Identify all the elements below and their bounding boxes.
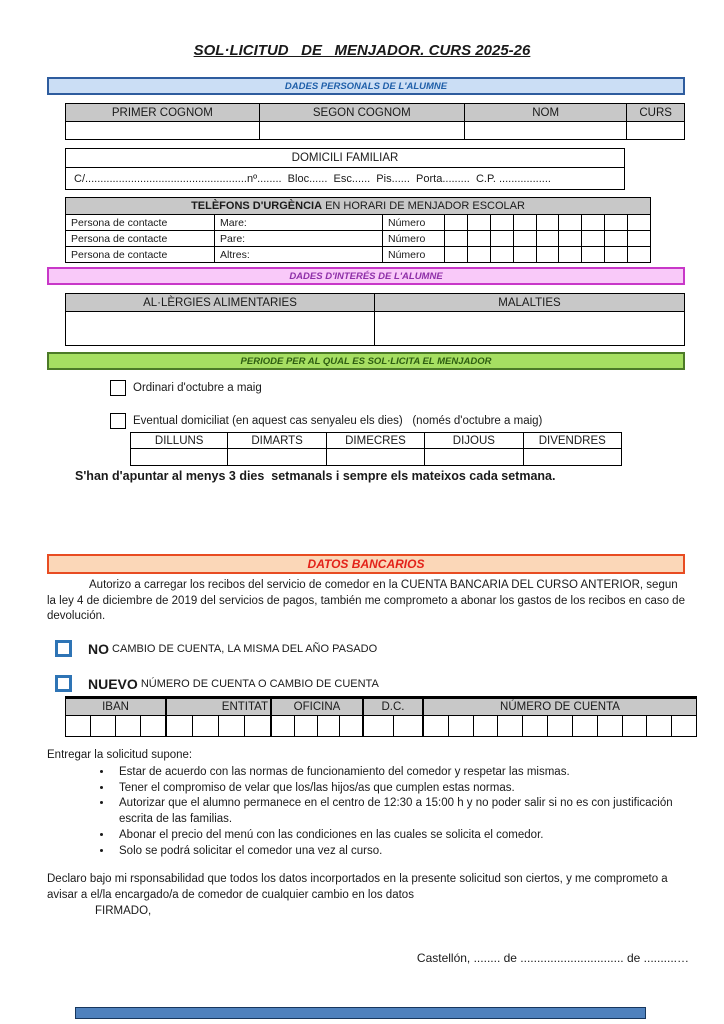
cuenta-digit-cell[interactable]	[424, 716, 449, 737]
phone-digit-cell[interactable]	[445, 231, 468, 247]
emergency-phones-table	[65, 197, 651, 263]
dc-digit-cells	[364, 716, 422, 737]
option-no-bold: NO	[88, 640, 109, 657]
page-title: SOL·LICITUD DE MENJADOR. CURS 2025-26	[193, 42, 531, 59]
phone-digit-cell[interactable]	[628, 231, 651, 247]
day-header-dimecres: DIMECRES	[327, 432, 425, 449]
option-eventual-label: Eventual domiciliat (en aquest cas senyaleu els dies) (només d'octubre a maig)	[133, 415, 543, 427]
footer-section-bar	[75, 1007, 646, 1019]
bank-authorization-paragraph: Autorizo a carregar los recibos del servicio de comedor en la CUENTA BANCARIA DEL CURSO ANTERIOR, segun la ley 4 de diciembre de 2019 del servicios de pagos, también me comprometo a abonar los gastos de los recibos en caso de devolución.	[47, 579, 685, 622]
iban-group	[65, 698, 165, 737]
phone-digit-cell[interactable]	[537, 231, 560, 247]
input-nom[interactable]	[465, 122, 627, 140]
day-input-dilluns[interactable]	[130, 449, 228, 466]
entitat-group	[165, 698, 270, 737]
phone-digit-cell[interactable]	[559, 247, 582, 263]
cuenta-digit-cell[interactable]	[598, 716, 623, 737]
signature-date-line[interactable]: Castellón, ........ de ............................... de ..........…	[416, 951, 689, 965]
option-no-rest: CAMBIO DE CUENTA, LA MISMA DEL AÑO PASADO	[109, 642, 378, 655]
phone-digit-cell[interactable]	[628, 247, 651, 263]
oficina-group-label: OFICINA	[272, 698, 362, 716]
phone-digit-cell[interactable]	[468, 215, 491, 231]
col-header-nom: NOM	[465, 103, 627, 122]
phone-digit-cell[interactable]	[537, 247, 560, 263]
input-curs[interactable]	[627, 122, 685, 140]
phone-contact-pare[interactable]: Pare:	[215, 231, 383, 247]
phones-header-bold: TELÈFONS D'URGÈNCIA	[191, 200, 323, 212]
firmado-label: FIRMADO,	[95, 905, 152, 917]
col-header-primer-cognom: PRIMER COGNOM	[65, 103, 260, 122]
dc-group-label: D.C.	[364, 698, 422, 716]
phone-digit-cell[interactable]	[559, 215, 582, 231]
cuenta-digit-cell[interactable]	[548, 716, 573, 737]
phone-digit-cell[interactable]	[468, 231, 491, 247]
iban-digit-cell[interactable]	[66, 716, 91, 737]
checkbox-eventual[interactable]	[110, 413, 126, 429]
option-new-rest: NÚMERO DE CUENTA O CAMBIO DE CUENTA	[137, 677, 379, 690]
cuenta-digit-cell[interactable]	[573, 716, 598, 737]
conditions-block	[47, 748, 691, 860]
condition-item: • Tener el compromiso de velar que los/las hijos/as que cumplen estas normas.	[113, 781, 691, 797]
input-allergies[interactable]	[65, 312, 375, 346]
option-nuevo-numero	[55, 675, 379, 692]
cuenta-digit-cell[interactable]	[498, 716, 523, 737]
phone-digit-cell[interactable]	[628, 215, 651, 231]
domicili-header: DOMICILI FAMILIAR	[66, 149, 624, 168]
domicili-box	[65, 148, 625, 190]
phone-numero-label: Número	[383, 215, 445, 231]
oficina-digit-cells	[272, 716, 362, 737]
option-ordinari	[110, 380, 262, 396]
day-input-dijous[interactable]	[425, 449, 523, 466]
oficina-digit-cell[interactable]	[295, 716, 318, 737]
phone-row-label: Persona de contacte	[65, 215, 215, 231]
phone-digit-cell[interactable]	[468, 247, 491, 263]
phone-digit-cell[interactable]	[582, 247, 605, 263]
phone-digit-cell[interactable]	[514, 215, 537, 231]
iban-table	[65, 696, 697, 737]
address-input-line[interactable]: C/.....................................................nº........ Bloc...... Esc...... Pis...... Porta......... C.P. .................	[74, 172, 551, 185]
option-new-bold: NUEVO	[88, 675, 138, 692]
phone-digit-cell[interactable]	[605, 247, 628, 263]
iban-digit-cell[interactable]	[91, 716, 116, 737]
phones-header-rest: EN HORARI DE MENJADOR ESCOLAR	[322, 200, 525, 212]
cuenta-digit-cell[interactable]	[647, 716, 672, 737]
cuenta-digit-cell[interactable]	[474, 716, 499, 737]
condition-item: • Solo se podrá solicitar el comedor una vez al curso.	[113, 844, 691, 860]
declaration-text: Declaro bajo mi rsponsabilidad que todos los datos incorportados en la presente solicitud son ciertos, y me comprometo a avisar a el/la encargado/a de comedor de cualquier cambio en los datos	[47, 873, 668, 901]
student-name-table	[65, 103, 685, 140]
dc-digit-cell[interactable]	[364, 716, 394, 737]
dc-digit-cell[interactable]	[394, 716, 423, 737]
input-primer-cognom[interactable]	[65, 122, 260, 140]
section-bar-label: PERIODE PER AL QUAL ES SOL·LICITA EL MENJADOR	[240, 355, 492, 367]
phone-digit-cell[interactable]	[491, 247, 514, 263]
condition-item: • Estar de acuerdo con las normas de funcionamiento del comedor y respetar las mismas.	[113, 765, 691, 781]
conditions-list	[47, 765, 691, 860]
oficina-digit-cell[interactable]	[272, 716, 295, 737]
phone-digit-cell[interactable]	[445, 215, 468, 231]
oficina-digit-cell[interactable]	[340, 716, 362, 737]
phone-digit-cell[interactable]	[582, 215, 605, 231]
section-bar-label: DADES D'INTERÉS DE L'ALUMNE	[289, 270, 443, 282]
phone-digit-cell[interactable]	[605, 231, 628, 247]
dc-group	[362, 698, 422, 737]
condition-item: • Abonar el precio del menú con las condiciones en las cuales se solicita el comedor.	[113, 828, 691, 844]
section-bar-datos-bancarios	[47, 554, 685, 574]
cuenta-digit-cell[interactable]	[672, 716, 696, 737]
entitat-digit-cell[interactable]	[167, 716, 193, 737]
iban-group-label: IBAN	[66, 698, 165, 716]
day-header-dilluns: DILLUNS	[130, 432, 228, 449]
iban-digit-cells	[66, 716, 165, 737]
input-malalties[interactable]	[375, 312, 685, 346]
phone-digit-cell[interactable]	[582, 231, 605, 247]
phone-row-label: Persona de contacte	[65, 231, 215, 247]
phone-digit-cell[interactable]	[514, 247, 537, 263]
day-input-divendres[interactable]	[524, 449, 622, 466]
option-no-cambio	[55, 640, 377, 657]
day-input-dimecres[interactable]	[327, 449, 425, 466]
phone-digit-cell[interactable]	[559, 231, 582, 247]
iban-digit-cell[interactable]	[141, 716, 165, 737]
col-header-curs: CURS	[627, 103, 685, 122]
checkbox-ordinari[interactable]	[110, 380, 126, 396]
phone-digit-cell[interactable]	[491, 231, 514, 247]
phone-contact-mare[interactable]: Mare:	[215, 215, 383, 231]
entitat-digit-cell[interactable]	[193, 716, 219, 737]
numero-cuenta-digit-cells	[424, 716, 696, 737]
input-segon-cognom[interactable]	[260, 122, 465, 140]
weekdays-table	[130, 432, 622, 466]
section-bar-dades-personals	[47, 77, 685, 95]
section-bar-label: DATOS BANCARIOS	[307, 557, 425, 571]
cuenta-digit-cell[interactable]	[449, 716, 474, 737]
col-header-segon-cognom: SEGON COGNOM	[260, 103, 465, 122]
condition-item: • Autorizar que el alumno permanece en el centro de 12:30 a 15:00 h y no poder salir si no es con justificación escrita de las familias.	[113, 796, 691, 828]
phone-contact-altres[interactable]: Altres:	[215, 247, 383, 263]
allergies-table	[65, 293, 685, 346]
option-eventual	[110, 413, 542, 429]
day-header-dijous: DIJOUS	[425, 432, 523, 449]
entitat-digit-cell[interactable]	[245, 716, 270, 737]
iban-digit-cell[interactable]	[116, 716, 141, 737]
phone-digit-cell[interactable]	[491, 215, 514, 231]
numero-cuenta-group-label: NÚMERO DE CUENTA	[424, 698, 696, 716]
cuenta-digit-cell[interactable]	[523, 716, 548, 737]
oficina-digit-cell[interactable]	[318, 716, 341, 737]
phone-digit-cell[interactable]	[514, 231, 537, 247]
day-header-dimarts: DIMARTS	[228, 432, 326, 449]
conditions-intro: Entregar la solicitud supone:	[47, 749, 193, 761]
section-bar-label: DADES PERSONALS DE L'ALUMNE	[284, 80, 448, 92]
cuenta-digit-cell[interactable]	[623, 716, 648, 737]
checkbox-nuevo-numero[interactable]	[55, 675, 72, 692]
option-ordinari-label: Ordinari d'octubre a maig	[133, 382, 262, 394]
phone-numero-label: Número	[383, 231, 445, 247]
numero-cuenta-group	[422, 698, 697, 737]
phone-digit-cell[interactable]	[605, 215, 628, 231]
checkbox-no-cambio[interactable]	[55, 640, 72, 657]
phone-digit-cell[interactable]	[537, 215, 560, 231]
oficina-group	[270, 698, 362, 737]
entitat-digit-cells	[167, 716, 270, 737]
phone-numero-label: Número	[383, 247, 445, 263]
minimum-days-note: S'han d'apuntar al menys 3 dies setmanals i sempre els mateixos cada setmana.	[75, 469, 556, 483]
phone-digit-cell[interactable]	[445, 247, 468, 263]
section-bar-periode	[47, 352, 685, 370]
col-header-allergies: AL·LÈRGIES ALIMENTARIES	[65, 293, 375, 312]
col-header-malalties: MALALTIES	[375, 293, 685, 312]
day-header-divendres: DIVENDRES	[524, 432, 622, 449]
entitat-digit-cell[interactable]	[219, 716, 245, 737]
phone-row-label: Persona de contacte	[65, 247, 215, 263]
entitat-group-label: ENTITAT	[167, 698, 270, 716]
declaration-block	[47, 872, 695, 920]
phones-header	[65, 197, 651, 215]
section-bar-dades-interes	[47, 267, 685, 285]
day-input-dimarts[interactable]	[228, 449, 326, 466]
